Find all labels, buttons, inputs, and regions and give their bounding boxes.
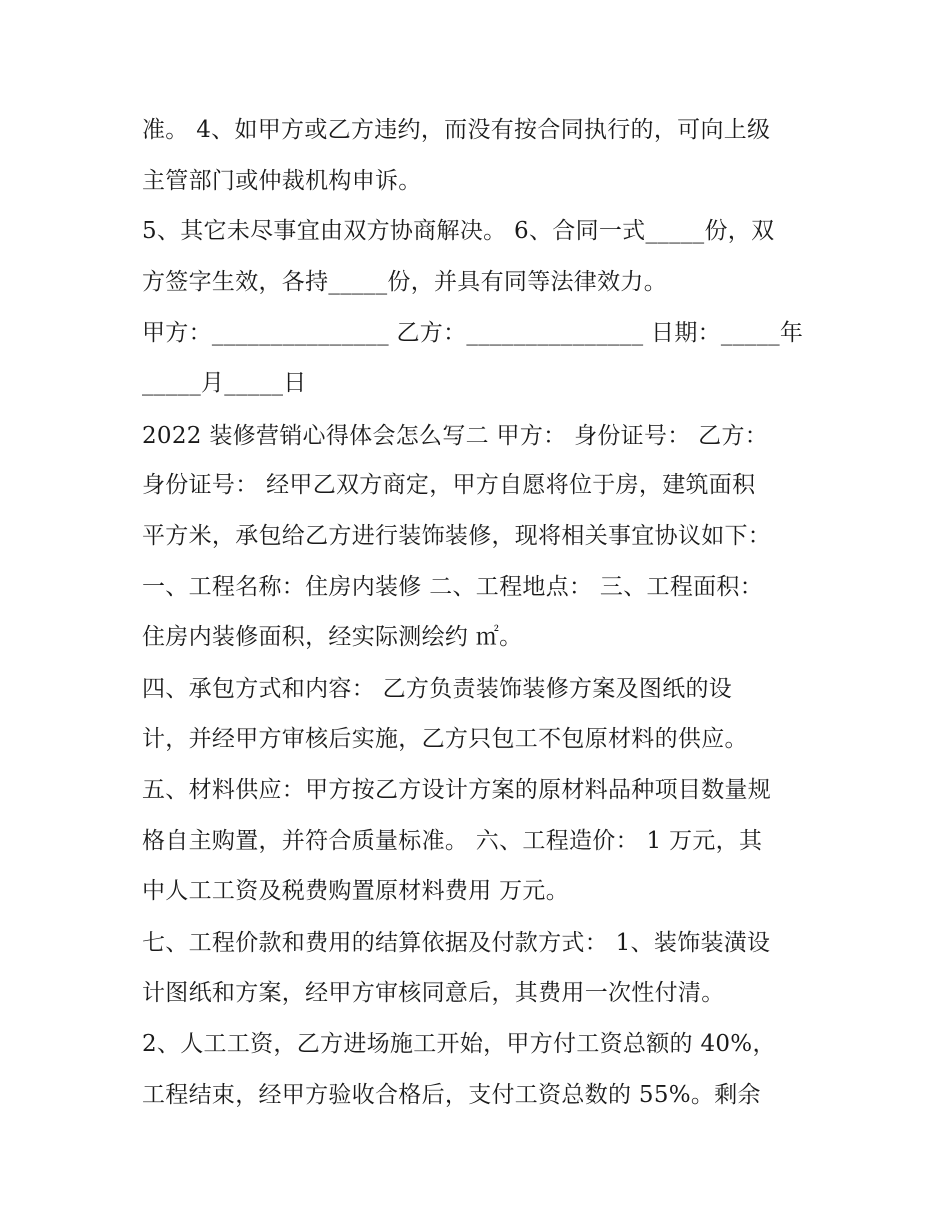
text-line: 四、承包方式和内容： 乙方负责装饰装修方案及图纸的设	[142, 676, 733, 702]
text-line: 住房内装修面积，经实际测绘约 ㎡。	[142, 624, 523, 650]
text-line: 2022 装修营销心得体会怎么写二 甲方： 身份证号： 乙方：	[142, 423, 769, 449]
text-line: 中人工工资及税费购置原材料费用 万元。	[142, 878, 570, 904]
text-line: 格自主购置，并符合质量标准。 六、工程造价： 1 万元，其	[142, 828, 763, 854]
text-line: _____月_____日	[142, 370, 307, 396]
text-line: 计图纸和方案，经甲方审核同意后，其费用一次性付清。	[142, 980, 725, 1006]
text-line: 平方米，承包给乙方进行装饰装修，现将相关事宜协议如下：	[142, 523, 772, 549]
text-line: 甲方：_______________ 乙方：_______________ 日期：_____年	[142, 320, 804, 346]
text-line: 准。 4、如甲方或乙方违约，而没有按合同执行的，可向上级	[142, 117, 771, 143]
text-line: 5、其它未尽事宜由双方协商解决。 6、合同一式_____份，双	[142, 218, 775, 244]
text-line: 计，并经甲方审核后实施，乙方只包工不包原材料的供应。	[142, 726, 748, 752]
text-line: 方签字生效，各持_____份，并具有同等法律效力。	[142, 269, 667, 295]
text-line: 一、工程名称：住房内装修 二、工程地点： 三、工程面积：	[142, 574, 764, 600]
text-line: 七、工程价款和费用的结算依据及付款方式： 1、装饰装潢设	[142, 930, 771, 956]
text-line: 主管部门或仲裁机构申诉。	[142, 168, 422, 194]
text-line: 身份证号： 经甲乙双方商定，甲方自愿将位于房，建筑面积	[142, 472, 756, 498]
text-line: 五、材料供应：甲方按乙方设计方案的原材料品种项目数量规	[142, 777, 772, 803]
text-line: 工程结束，经甲方验收合格后，支付工资总数的 55%。剩余	[142, 1082, 761, 1108]
text-line: 2、人工工资，乙方进场施工开始，甲方付工资总额的 40%，	[142, 1031, 776, 1057]
